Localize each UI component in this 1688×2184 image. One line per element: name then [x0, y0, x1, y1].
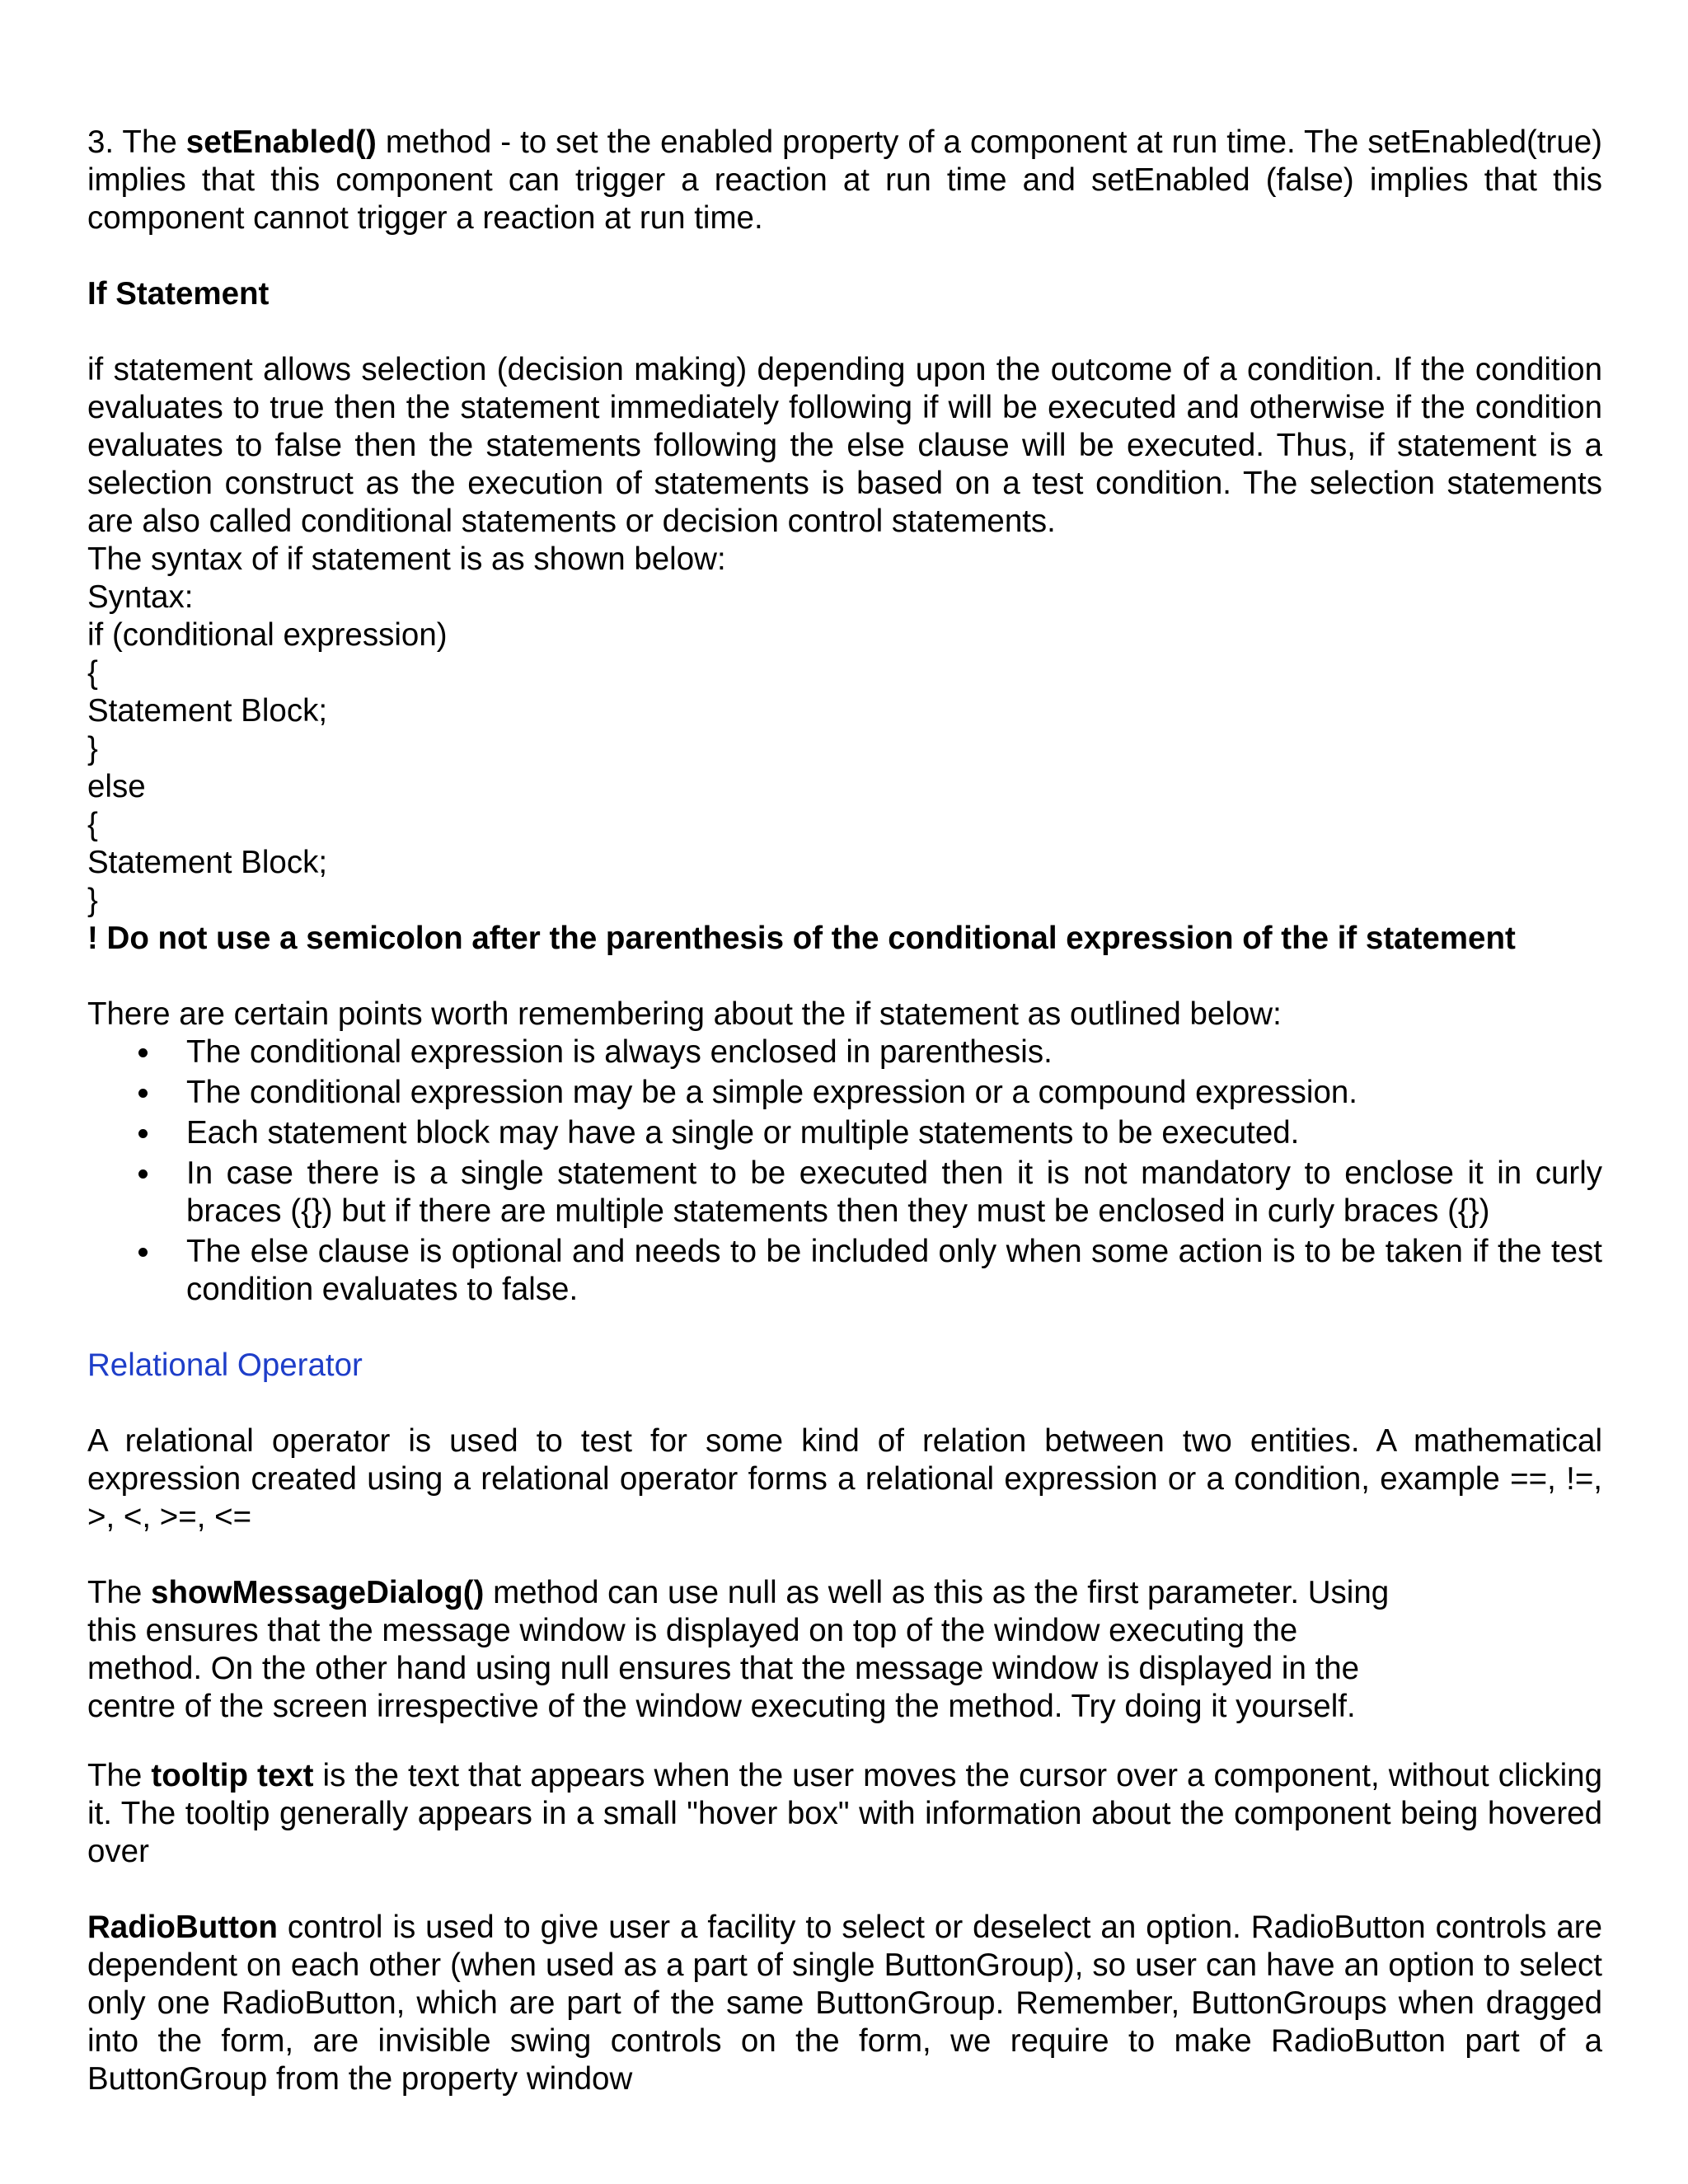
setenabled-method-name: setEnabled(): [185, 124, 377, 160]
showmessagedialog-line1-text: method can use null as well as this as the first parameter. Using: [484, 1575, 1390, 1610]
document-page: [87, 124, 1602, 2098]
list-item-text: In case there is a single statement to be executed then it is not mandatory to enclose it in curly braces ({}) but if there are multiple statements then they must be enclosed in curly braces ({}): [186, 1155, 1602, 1229]
syntax-label: Syntax:: [87, 579, 194, 615]
code-line: }: [87, 731, 98, 766]
radiobutton-text: control is used to give user a facility to select or deselect an option. RadioButton controls are dependent on each other (when used as a part of single ButtonGroup), so user can have an option to select only one RadioButton, which are part of the same ButtonGroup. Remember, ButtonGroups when dragged into the form, are invisible swing controls on the form, we require to make RadioButton part of a ButtonGroup from the property window: [87, 1910, 1602, 2097]
syntax-code-block: [87, 616, 1602, 920]
list-item-text: The conditional expression may be a simple expression or a compound expression.: [186, 1075, 1357, 1110]
bullet-icon: [138, 1129, 148, 1138]
list-item: [87, 1114, 1602, 1152]
code-line: else: [87, 769, 146, 804]
list-item: [87, 1033, 1602, 1071]
tooltip-text: is the text that appears when the user moves the cursor over a component, without clicking it. The tooltip generally appears in a small "hover box" with information about the component being hovered over: [87, 1758, 1602, 1869]
relational-operator-heading: Relational Operator: [87, 1347, 363, 1383]
showmessagedialog-line: [87, 1574, 1602, 1612]
semicolon-warning: ! Do not use a semicolon after the parenthesis of the conditional expression of the if statement: [87, 921, 1516, 956]
list-item-text: Each statement block may have a single or multiple statements to be executed.: [186, 1115, 1300, 1151]
setenabled-paragraph: [87, 124, 1602, 237]
list-item: [87, 1074, 1602, 1112]
bullet-icon: [138, 1248, 148, 1257]
code-line: }: [87, 883, 98, 918]
tooltip-paragraph: [87, 1757, 1602, 1871]
list-item: [87, 1155, 1602, 1230]
tooltip-term: tooltip text: [151, 1758, 314, 1793]
radiobutton-term: RadioButton: [87, 1910, 278, 1945]
bullet-icon: [138, 1048, 148, 1057]
code-line: Statement Block;: [87, 845, 328, 880]
showmessagedialog-line: centre of the screen irrespective of the window executing the method. Try doing it yourself.: [87, 1689, 1356, 1724]
code-line: if (conditional expression): [87, 617, 448, 653]
syntax-intro: The syntax of if statement is as shown below:: [87, 541, 726, 577]
showmessagedialog-method-name: showMessageDialog(): [151, 1575, 485, 1610]
showmessagedialog-prefix: The: [87, 1575, 152, 1610]
if-statement-description: if statement allows selection (decision making) depending upon the outcome of a condition. If the condition evaluates to true then the statement immediately following if will be executed and otherwise if the condition evaluates to false then the statements following the else clause will be executed. Thus, if statement is a selection construct as the execution of statements is based on a test condition. The selection statements are also called conditional statements or decision control statements.: [87, 352, 1602, 539]
setenabled-text: method - to set the enabled property of a component at run time. The setEnabled(true) implies that this component can trigger a reaction at run time and setEnabled (false) implies that this component cannot trigger a reaction at run time.: [87, 124, 1602, 236]
if-statement-heading: If Statement: [87, 276, 270, 312]
points-list: [87, 1033, 1602, 1309]
list-item: [87, 1233, 1602, 1309]
bullet-icon: [138, 1169, 148, 1179]
points-intro: There are certain points worth remembering about the if statement as outlined below:: [87, 996, 1282, 1032]
code-line: Statement Block;: [87, 693, 328, 729]
tooltip-prefix: The: [87, 1758, 152, 1793]
showmessagedialog-paragraph: [87, 1574, 1602, 1726]
radiobutton-paragraph: [87, 1909, 1602, 2098]
showmessagedialog-line: method. On the other hand using null ensures that the message window is displayed in the: [87, 1651, 1360, 1686]
bullet-icon: [138, 1089, 148, 1098]
setenabled-prefix: 3. The: [87, 124, 186, 160]
code-line: {: [87, 807, 98, 842]
list-item-text: The else clause is optional and needs to be included only when some action is to be taken if the test condition evaluates to false.: [186, 1234, 1602, 1307]
relational-operator-description: A relational operator is used to test for some kind of relation between two entities. A mathematical expression created using a relational operator forms a relational expression or a condition, example ==, !=, >, <, >=, <=: [87, 1423, 1602, 1535]
showmessagedialog-line: this ensures that the message window is displayed on top of the window executing the: [87, 1613, 1298, 1648]
code-line: {: [87, 655, 98, 691]
list-item-text: The conditional expression is always enclosed in parenthesis.: [186, 1034, 1053, 1070]
